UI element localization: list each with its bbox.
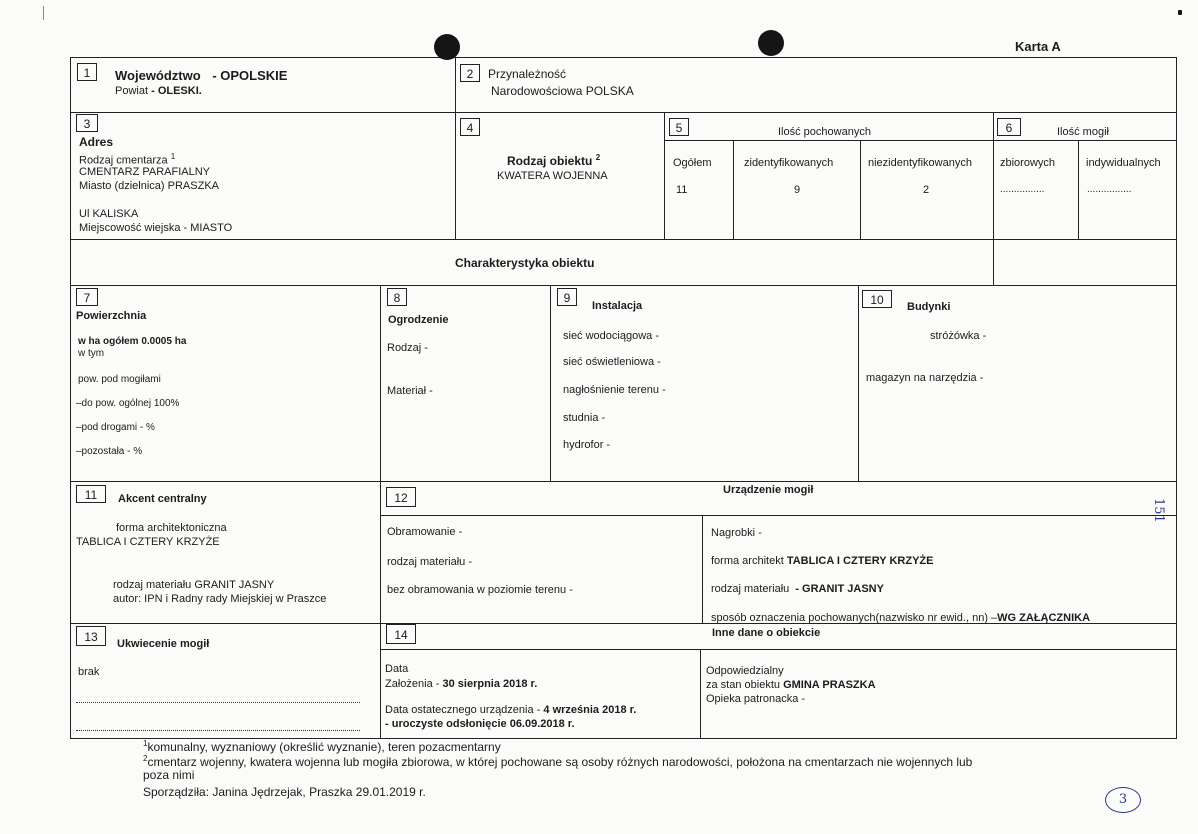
headstones-form-value: TABLICA I CZTERY KRZYŻE — [786, 555, 934, 567]
cemetery-type-value: CMENTARZ PARAFIALNY — [79, 166, 210, 178]
area-graves: pow. pod mogiłami — [78, 374, 161, 385]
footnote-ref-2: 2 — [595, 153, 601, 162]
voivodeship-label — [115, 69, 287, 84]
founding-date-value: 30 sierpnia 2018 r. — [442, 678, 538, 690]
installation-title: Instalacja — [592, 300, 643, 312]
punch-hole-left — [434, 34, 460, 60]
flowers-value: brak — [78, 666, 100, 678]
section-number-8: 8 — [387, 288, 407, 306]
powiat-value: - OLESKI. — [151, 85, 202, 97]
fence-title: Ogrodzenie — [388, 314, 449, 326]
graves-border: Obramowanie - — [387, 526, 463, 538]
cemetery-type-text: Rodzaj cmentarza — [79, 154, 168, 167]
installation-well: studnia - — [563, 412, 606, 424]
footnote-ref-1: 1 — [170, 152, 176, 161]
footnote-2-cont: poza nimi — [143, 768, 195, 782]
section-number-5: 5 — [669, 118, 689, 136]
area-remaining: –pozostała - % — [76, 446, 143, 457]
prepared-by: Sporządziła: Janina Jędrzejak, Praszka 29.01.2019 r. — [143, 785, 426, 799]
voivodeship-name: Województwo — [115, 68, 201, 83]
buried-count-title: Ilość pochowanych — [778, 126, 871, 138]
graves-individual-value: ................ — [1087, 184, 1132, 195]
headstones-form — [711, 555, 933, 568]
graves-collective-value: ................ — [1000, 184, 1045, 195]
section-number-7: 7 — [76, 288, 98, 306]
section-number-2: 2 — [460, 64, 480, 82]
date-label: Data — [385, 663, 409, 675]
responsible-entity-value: GMINA PRASZKA — [783, 679, 876, 691]
section-number-13: 13 — [76, 626, 106, 646]
buried-identified-value: 9 — [794, 184, 801, 196]
responsible-entity — [706, 679, 876, 692]
graves-border-material: rodzaj materiału - — [387, 556, 472, 568]
central-accent-material: rodzaj materiału GRANIT JASNY — [113, 579, 275, 591]
area-of-which: w tym — [78, 348, 105, 359]
final-date-value: 4 września 2018 r. — [543, 704, 637, 716]
buried-unidentified-value: 2 — [923, 184, 930, 196]
characteristics-heading: Charakterystyka obiektu — [455, 256, 595, 270]
graves-count-title: Ilość mogił — [1057, 126, 1109, 138]
graves-border-level: bez obramowania w poziomie terenu - — [387, 584, 573, 596]
handwritten-circled-number — [1105, 787, 1141, 813]
headstones: Nagrobki - — [711, 527, 762, 539]
nationality-value: Narodowościowa POLSKA — [491, 84, 634, 98]
graves-equipment-title: Urządzenie mogił — [723, 484, 814, 496]
cemetery-type-label — [79, 152, 175, 167]
handwritten-page-number: 151 — [1151, 498, 1166, 523]
installation-lighting: sieć oświetleniowa - — [563, 356, 661, 368]
footnote-2-text: cmentarz wojenny, kwatera wojenna lub mogiła zbiorowa, w której pochowane są osoby różnych narodowości, położona na cmentarzach nie wojennych lub — [147, 755, 973, 769]
section-number-10: 10 — [862, 290, 892, 308]
flowers-dotted-line-1 — [76, 702, 360, 703]
area-roads: –pod drogami - % — [76, 422, 155, 433]
scan-speck — [1178, 10, 1182, 15]
buried-unidentified-header: niezidentyfikowanych — [868, 157, 972, 169]
card-label: Karta A — [1015, 39, 1061, 54]
burial-marking-value: WG ZAŁĄCZNIKA — [997, 612, 1091, 624]
buried-identified-header: zidentyfikowanych — [744, 157, 834, 169]
installation-hydrophore: hydrofor - — [563, 439, 611, 451]
responsible-label: Odpowiedzialny — [706, 665, 784, 677]
burial-marking-label: sposób oznaczenia pochowanych(nazwisko nr ewid., nn) – — [711, 612, 998, 624]
area-total-text: w ha ogółem 0.0005 ha — [78, 336, 187, 347]
final-date-label: Data ostatecznego urządzenia - — [385, 704, 541, 716]
graves-individual-header: indywidualnych — [1086, 157, 1161, 169]
powiat-label: Powiat — [115, 85, 149, 97]
fence-material: Materiał - — [387, 385, 433, 397]
buildings-title: Budynki — [907, 301, 951, 313]
founding-date-label: Założenia - — [385, 678, 440, 690]
patronage: Opieka patronacka - — [706, 693, 806, 705]
central-accent-form-value: TABLICA I CZTERY KRZYŻE — [76, 536, 220, 548]
object-type-label — [507, 153, 600, 169]
footnote-1 — [143, 739, 501, 755]
area-graves-share: –do pow. ogólnej 100% — [76, 398, 180, 409]
scan-edge-mark — [43, 6, 44, 20]
flowers-title: Ukwiecenie mogił — [117, 638, 210, 650]
object-type-text: Rodzaj obiektu — [507, 154, 593, 168]
village-line: Miejscowość wiejska - MIASTO — [79, 222, 233, 234]
section-number-3: 3 — [76, 114, 98, 132]
headstones-material-value: - GRANIT JASNY — [795, 583, 884, 595]
other-data-title: Inne dane o obiekcie — [712, 627, 821, 639]
address-title: Adres — [79, 135, 114, 149]
footnote-2-marker: 2 — [143, 754, 148, 763]
section-number-12: 12 — [386, 487, 416, 507]
buried-total-header: Ogółem — [673, 157, 712, 169]
fence-type: Rodzaj - — [387, 342, 428, 354]
section-number-1: 1 — [77, 63, 97, 81]
section-number-14: 14 — [386, 624, 416, 644]
area-total — [78, 336, 186, 348]
final-date — [385, 704, 636, 717]
central-accent-title: Akcent centralny — [118, 493, 207, 505]
graves-collective-header: zbiorowych — [1000, 157, 1056, 169]
buildings-guardhouse: stróżówka - — [930, 330, 987, 342]
flowers-dotted-line-2 — [76, 730, 360, 731]
object-type-value: KWATERA WOJENNA — [497, 170, 608, 182]
handwritten-circled-number-text: 3 — [1118, 792, 1128, 807]
burial-marking — [711, 612, 1090, 625]
buried-total-value: 11 — [676, 184, 688, 196]
responsible-entity-label: za stan obiektu — [706, 679, 780, 691]
punch-hole-right — [758, 30, 784, 56]
unveiling-date: - uroczyste odsłonięcie 06.09.2018 r. — [385, 718, 575, 730]
street-line: Ul KALISKA — [79, 208, 139, 220]
city-line: Miasto (dzielnica) PRASZKA — [79, 180, 219, 192]
footnote-1-marker: 1 — [143, 739, 148, 748]
powiat-line — [115, 85, 202, 98]
headstones-material-label: rodzaj materiału — [711, 583, 790, 595]
headstones-material — [711, 583, 884, 596]
installation-sound: nagłośnienie terenu - — [563, 384, 666, 396]
section-number-6: 6 — [997, 118, 1021, 136]
founding-date — [385, 678, 537, 691]
voivodeship-value: - OPOLSKIE — [212, 68, 288, 83]
headstones-form-label: forma architekt — [711, 555, 784, 567]
central-accent-author: autor: IPN i Radny rady Miejskiej w Praszce — [113, 593, 327, 605]
installation-water: sieć wodociągowa - — [563, 330, 659, 342]
central-accent-form-label: forma architektoniczna — [116, 522, 227, 534]
buildings-toolshed: magazyn na narzędzia - — [866, 372, 984, 384]
section-number-11: 11 — [76, 485, 106, 503]
nationality-label: Przynależność — [488, 67, 567, 81]
footnote-2 — [143, 754, 972, 770]
footnote-1-text: komunalny, wyznaniowy (określić wyznanie), teren pozacmentarny — [147, 740, 501, 754]
area-title: Powierzchnia — [76, 310, 147, 322]
section-number-4: 4 — [460, 118, 480, 136]
section-number-9: 9 — [557, 288, 577, 306]
